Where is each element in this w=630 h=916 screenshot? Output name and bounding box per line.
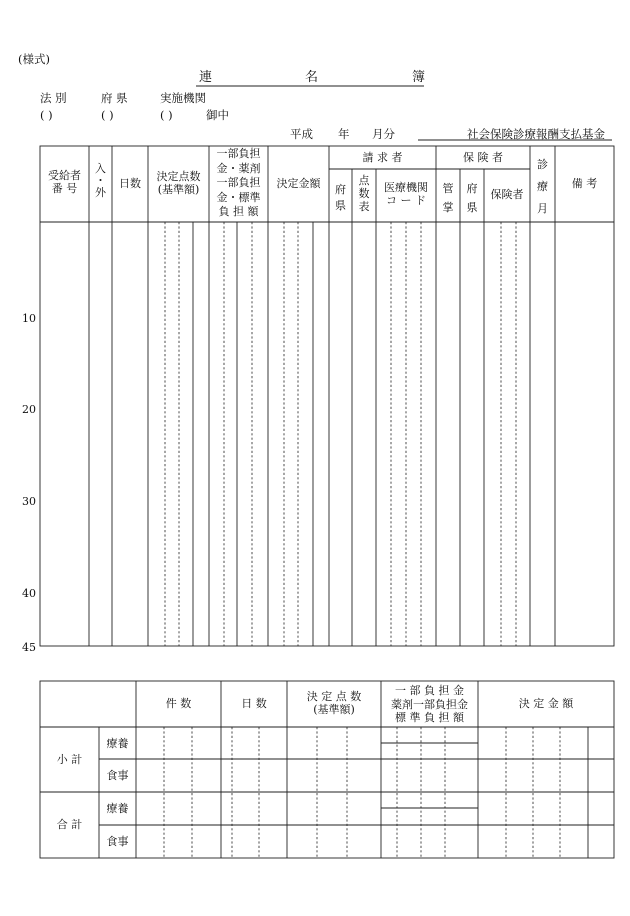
header-futankin-2: 金・薬剤 [216,161,261,175]
paren-jisshi: ( ) [160,108,173,122]
header-kettei-tensu-1: 決定点数 [156,170,201,183]
summary-gokei-ryoyo: 療養 [106,802,129,815]
header-hoken-fuken-2: 県 [466,201,478,214]
summary-header-futan-1: 一 部 負 担 金 [395,684,464,697]
jisshi-kikan-label: 実施機関 [160,91,206,105]
summary-header-futan-3: 標 準 負 担 額 [395,711,464,724]
period-year: 年 [338,127,350,141]
row-number-45: 45 [22,641,36,654]
header-seikyusha: 請 求 者 [362,151,403,164]
paren-hobetsu: ( ) [40,108,53,122]
header-shinryo-1: 診 [537,158,548,171]
row-number-30: 30 [22,495,36,508]
row-number-20: 20 [22,403,36,416]
header-seikyu-fuken-1: 府 [335,183,346,196]
header-tensuhyo [352,174,376,213]
fund-name: 社会保険診療報酬支払基金 [467,127,605,141]
header-kettei-kingaku: 決定金額 [276,177,321,190]
header-hokensha-group: 保 険 者 [463,151,503,164]
row-number-10: 10 [22,312,36,325]
header-shinryo-2: 療 [537,180,548,193]
header-hoken-fuken [460,179,484,217]
summary-gokei-label: 合 計 [56,818,83,831]
onchu-label: 御中 [206,108,229,122]
header-kansho [436,179,460,217]
title-char-1: 連 [199,70,213,85]
header-tensuhyo-2: 数 [358,187,370,200]
header-nissu: 日数 [119,177,141,190]
header-futankin-5: 負 担 額 [218,205,259,219]
header-nyugai-2: ・ [95,174,106,187]
header-kansho-1: 管 [442,182,454,195]
header-nyugai-1: 入 [95,162,106,175]
header-nyugai-3: 外 [95,186,106,199]
summary-shokei-ryoyo: 療養 [106,737,129,750]
header-seikyu-fuken-2: 県 [335,199,346,212]
header-iryokikan-2: コ ー ド [386,194,426,207]
header-tensuhyo-1: 点 [358,174,370,187]
header-kansho-2: 掌 [442,201,454,214]
period-era: 平成 [290,127,313,141]
header-jukyusha [40,169,89,195]
header-iryokikan [376,181,436,207]
fuken-label: 府 県 [101,91,128,105]
header-futankin-3: 一部負担 [216,176,261,190]
header-tensuhyo-3: 表 [358,200,370,213]
period-month: 月分 [372,127,395,141]
summary-header-kettei-kingaku: 決 定 金 額 [518,697,574,710]
summary-gokei-shokuji: 食事 [106,835,129,848]
summary-header-futan [381,684,478,725]
title-char-2: 名 [305,70,319,85]
header-shinryo-3: 月 [537,202,548,215]
header-shinryo-tsuki [530,154,555,220]
summary-header-kensu: 件 数 [165,697,192,710]
header-futankin [209,147,268,220]
header-futankin-1: 一部負担 [216,147,261,160]
summary-header-nissu: 日 数 [241,697,267,710]
header-futankin-4: 金・標準 [216,190,261,204]
header-kettei-tensu-2: (基準額) [157,183,200,196]
header-biko: 備 考 [571,177,598,190]
header-seikyu-fuken [329,182,352,214]
hobetsu-label: 法 別 [40,91,67,105]
summary-header-kettei-tensu-2: (基準額) [313,703,355,716]
summary-header-kettei-tensu-1: 決 定 点 数 [306,690,362,703]
header-kettei-tensu [148,170,209,196]
title-char-3: 簿 [412,70,426,85]
summary-header-futan-2: 薬剤一部負担金 [391,697,468,711]
row-number-40: 40 [22,587,36,600]
paren-fuken: ( ) [101,108,114,122]
summary-header-kettei-tensu [287,690,381,716]
style-label: (様式) [18,52,50,66]
summary-shokei-shokuji: 食事 [106,769,129,782]
header-jukyusha-line1: 受給者 [48,169,81,182]
header-hokensha: 保険者 [490,188,524,201]
header-jukyusha-line2: 番 号 [51,182,78,195]
header-iryokikan-1: 医療機関 [384,181,428,194]
header-nyugai [89,163,112,199]
summary-shokei-label: 小 計 [56,753,83,766]
header-hoken-fuken-1: 府 [466,182,478,195]
